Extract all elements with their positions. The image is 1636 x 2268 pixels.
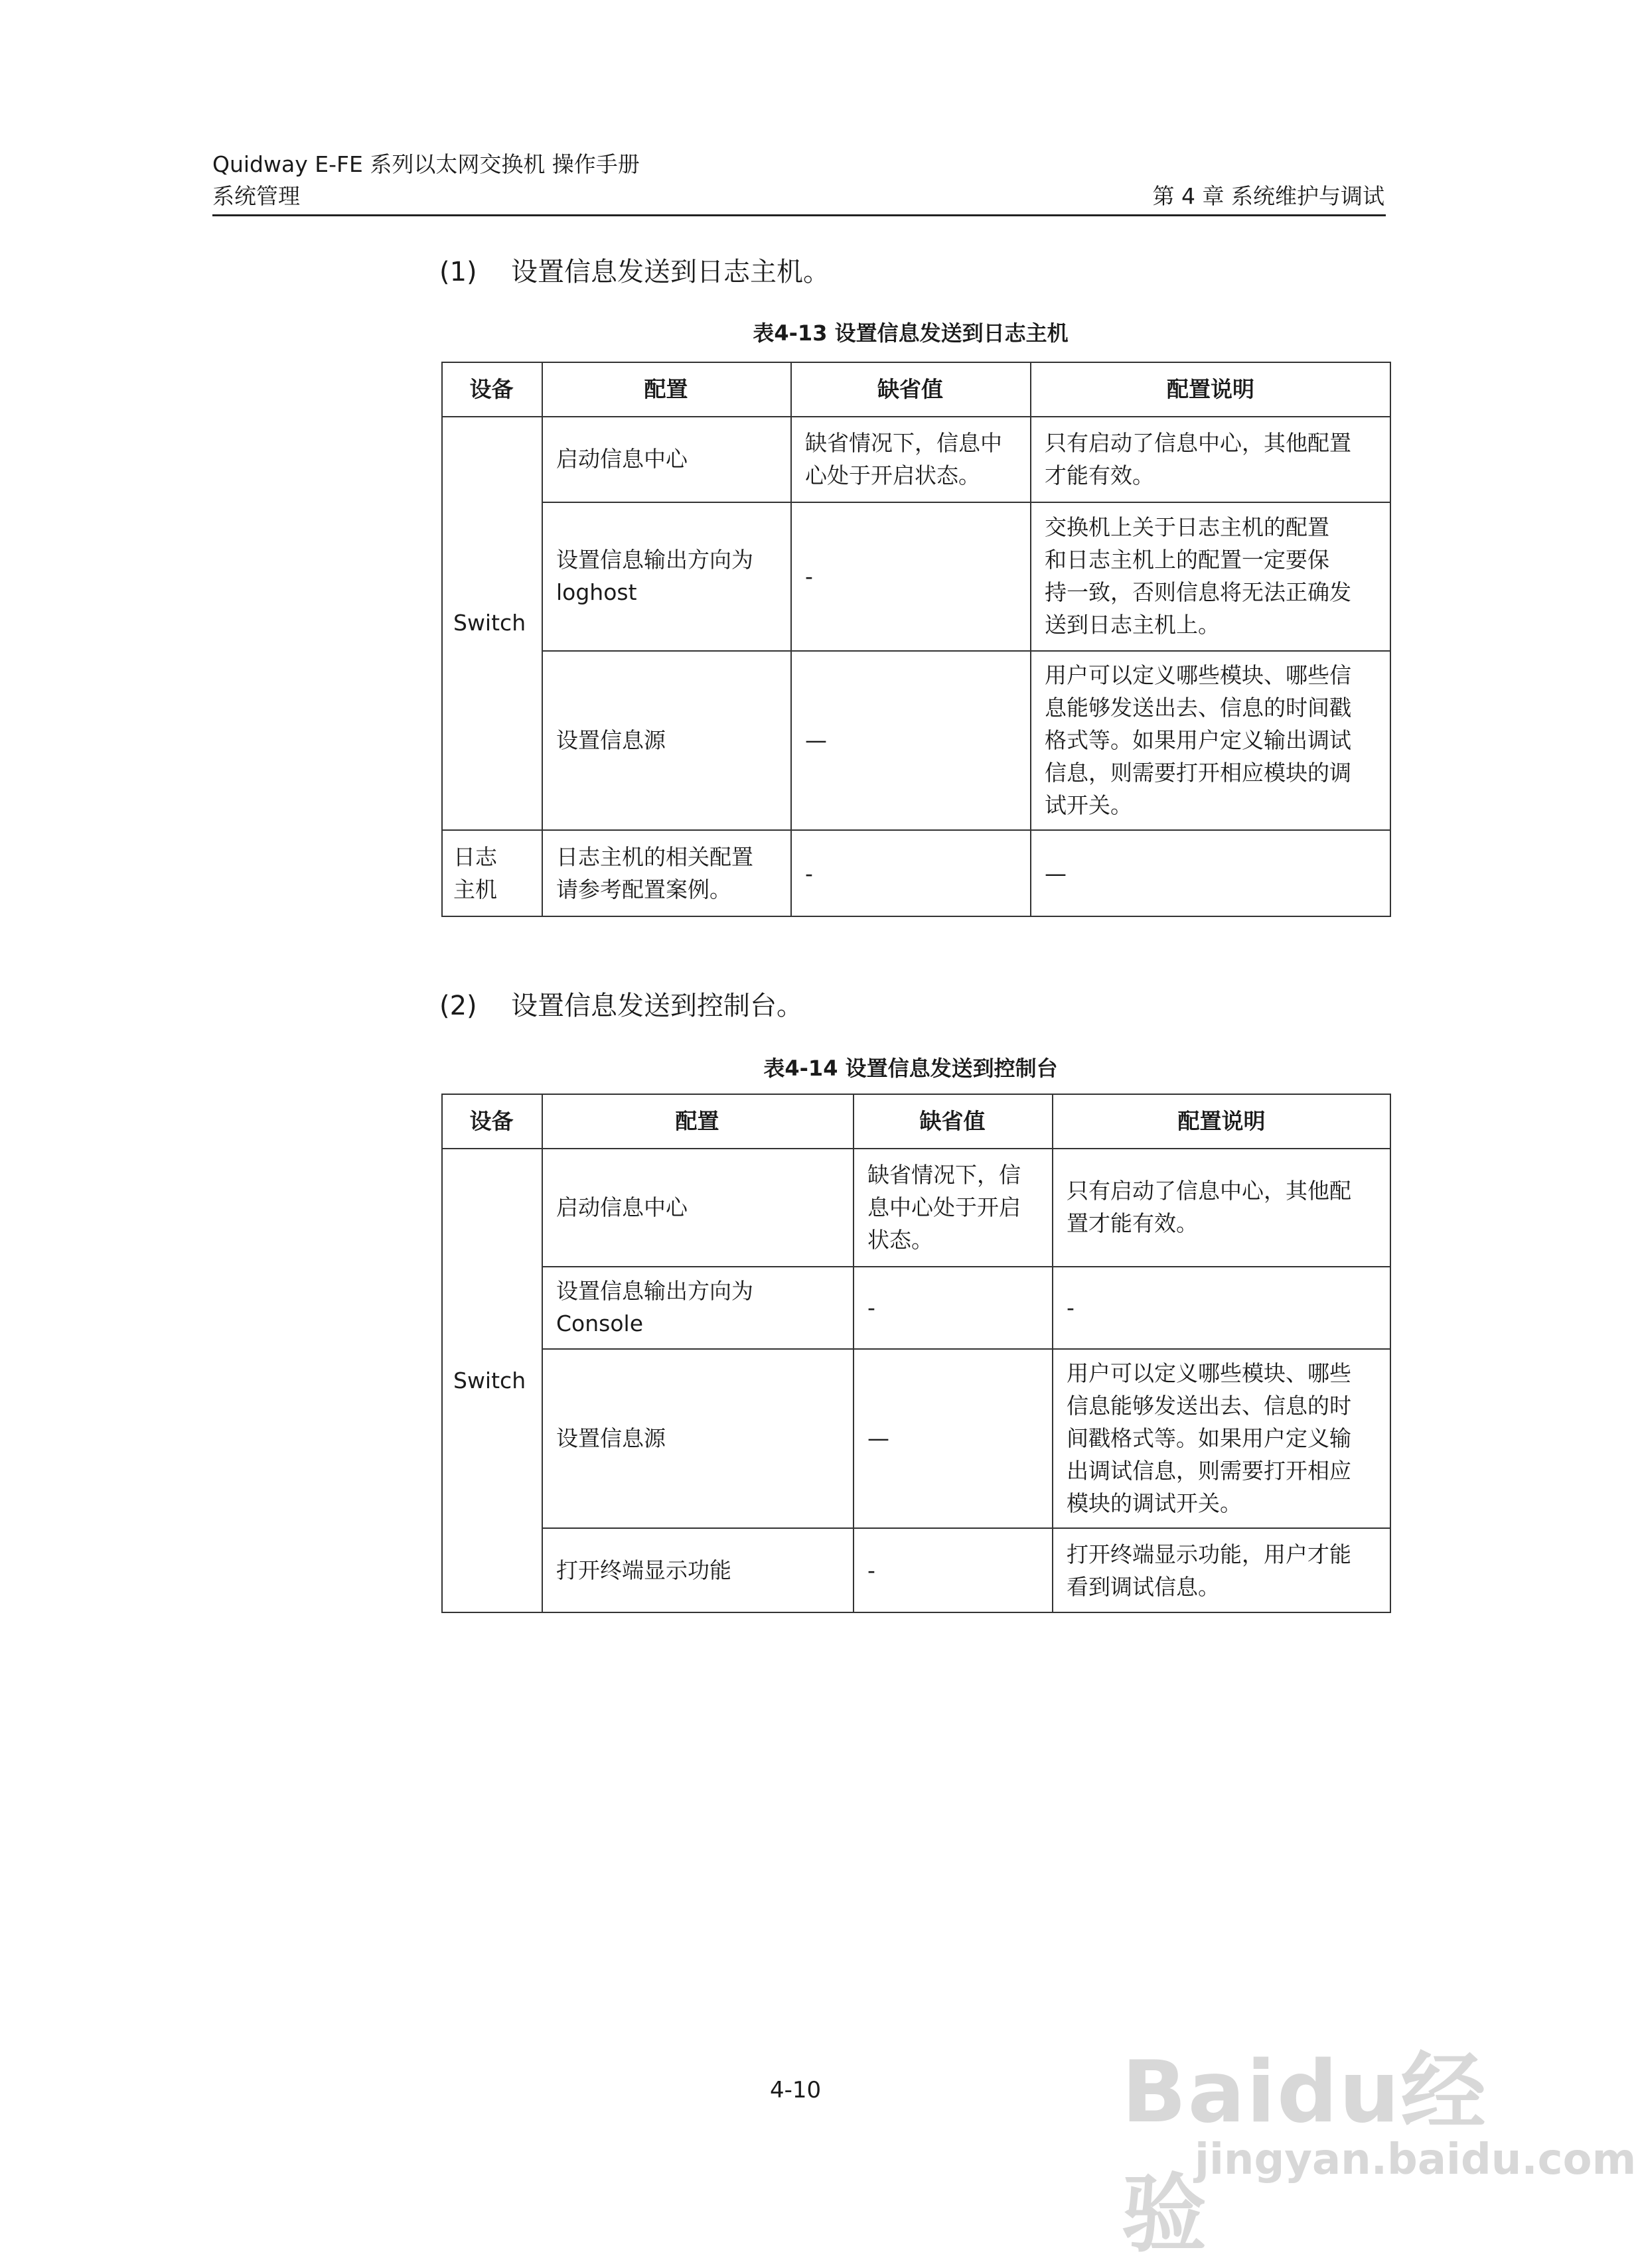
table-row-cell: 打开终端显示功能，用户才能 看到调试信息。 bbox=[1067, 1541, 1351, 1600]
table-row-cell: - bbox=[867, 1557, 875, 1583]
table-row-cell: 设置信息源 bbox=[556, 727, 666, 753]
table-row-cell: — bbox=[1045, 860, 1067, 886]
table-row-cell: 交换机上关于日志主机的配置 和日志主机上的配置一定要保 持一致，否则信息将无法正确发 送到日志主机上。 bbox=[1045, 514, 1351, 638]
table1-header-default: 缺省值 bbox=[877, 376, 943, 402]
section1-title: 设置信息发送到日志主机。 bbox=[511, 257, 830, 287]
chapter-title: 第 4 章 系统维护与调试 bbox=[1152, 183, 1384, 209]
table1-header-config: 配置 bbox=[644, 376, 688, 402]
baidu-watermark bbox=[1122, 2024, 1636, 2264]
table-row-cell: — bbox=[867, 1425, 889, 1451]
table2-header-default: 缺省值 bbox=[919, 1107, 986, 1134]
table-row-cell: 只有启动了信息中心，其他配 置才能有效。 bbox=[1067, 1178, 1351, 1236]
section1-number: (1) bbox=[439, 257, 477, 287]
table-row-cell: — bbox=[805, 727, 827, 753]
table-row-cell: 打开终端显示功能 bbox=[556, 1557, 731, 1583]
table-row-cell: - bbox=[867, 1294, 875, 1320]
table-row-cell: - bbox=[805, 563, 813, 589]
table1-header-note: 配置说明 bbox=[1167, 376, 1254, 402]
watermark-url: jingyan.baidu.com bbox=[1195, 2135, 1636, 2184]
section2-title: 设置信息发送到控制台。 bbox=[511, 991, 803, 1021]
table1-device-switch: Switch bbox=[453, 610, 526, 636]
table-row-cell: - bbox=[805, 860, 813, 886]
table-row-cell: 用户可以定义哪些模块、哪些信 息能够发送出去、信息的时间戳 格式等。如果用户定义输出调试 信息，则需要打开相应模块的调 试开关。 bbox=[1045, 662, 1351, 818]
table-row-cell: 设置信息源 bbox=[556, 1425, 666, 1451]
table2-header-config: 配置 bbox=[675, 1107, 719, 1134]
manual-title: Quidway E-FE 系列以太网交换机 操作手册 bbox=[212, 151, 640, 177]
table1-caption: 表4-13 设置信息发送到日志主机 bbox=[753, 320, 1069, 346]
table1-device-loghost: 日志 主机 bbox=[453, 844, 497, 902]
table-row-cell: 缺省情况下，信 息中心处于开启 状态。 bbox=[867, 1161, 1021, 1253]
manual-subtitle: 系统管理 bbox=[212, 183, 300, 209]
table-row-cell: - bbox=[1067, 1294, 1075, 1320]
table2-caption: 表4-14 设置信息发送到控制台 bbox=[763, 1056, 1058, 1081]
table-row-cell: 用户可以定义哪些模块、哪些 信息能够发送出去、信息的时 间戳格式等。如果用户定义输 出调试信息，则需要打开相应 模块的调试开关。 bbox=[1067, 1360, 1351, 1516]
section2-number: (2) bbox=[439, 991, 477, 1021]
table-row-cell: 日志主机的相关配置 请参考配置案例。 bbox=[556, 844, 753, 902]
table-row-cell: 设置信息输出方向为 loghost bbox=[556, 547, 753, 605]
watermark-logo: Baidu经验 bbox=[1122, 2043, 1487, 2264]
table-row-cell: 缺省情况下，信息中 心处于开启状态。 bbox=[805, 429, 1002, 488]
page-number: 4-10 bbox=[770, 2077, 822, 2103]
table-row-cell: 设置信息输出方向为 Console bbox=[556, 1278, 753, 1336]
table2-header-note: 配置说明 bbox=[1177, 1107, 1266, 1134]
table-row-cell: 启动信息中心 bbox=[556, 1194, 688, 1220]
table1-header-device: 设备 bbox=[469, 376, 514, 402]
table-row-cell: 启动信息中心 bbox=[556, 446, 688, 472]
table2-header-device: 设备 bbox=[469, 1107, 514, 1134]
header-rule bbox=[212, 214, 1386, 216]
table2-device-switch: Switch bbox=[453, 1368, 526, 1393]
table-row-cell: 只有启动了信息中心，其他配置 才能有效。 bbox=[1045, 429, 1351, 488]
